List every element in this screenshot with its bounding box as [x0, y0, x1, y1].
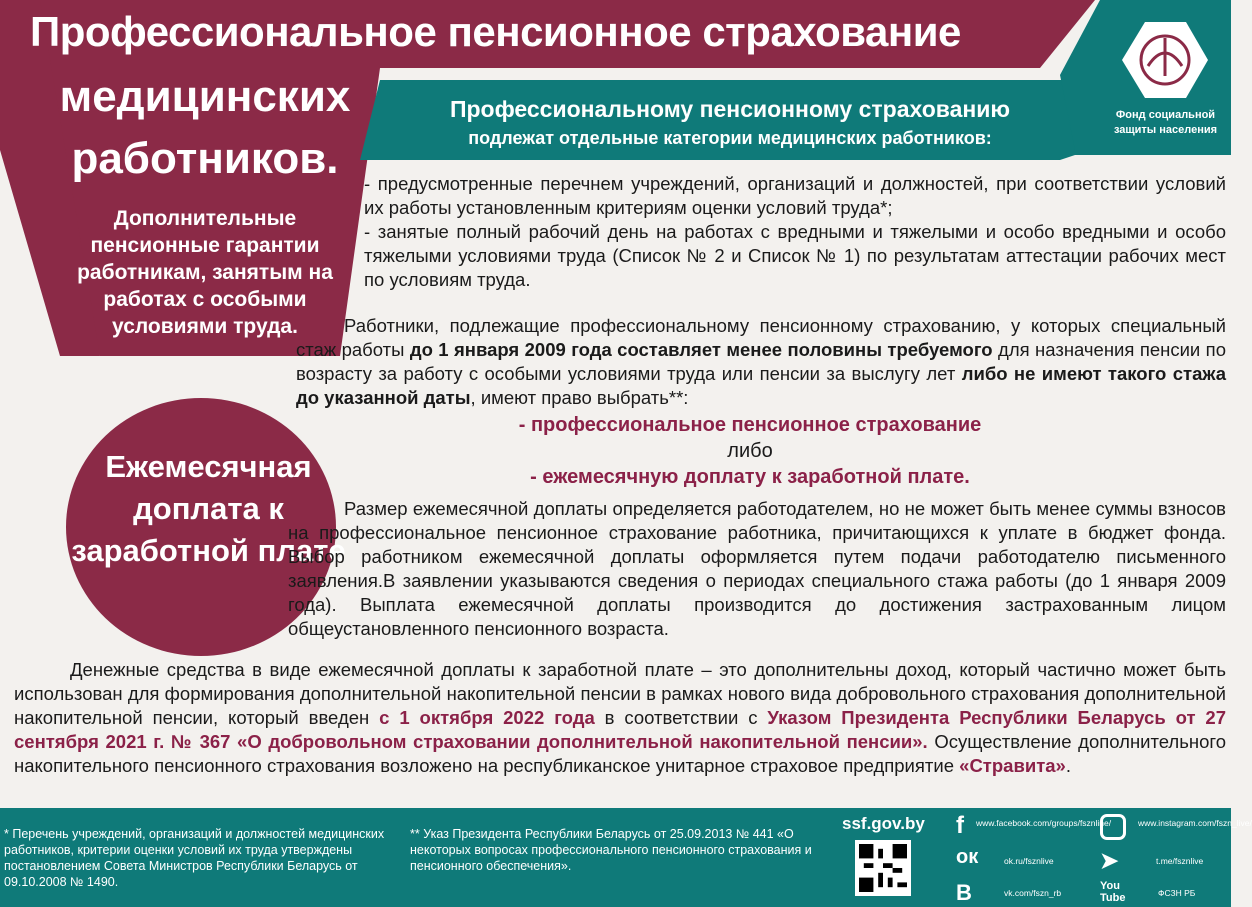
qr-code[interactable]: [855, 840, 911, 896]
emphasis-date-2022: с 1 октября 2022 года: [379, 707, 595, 728]
payment-paragraph: Размер ежемесячной доплаты определяется работодателем, но не может быть менее суммы взносов на профессиональное пенсионное страхование работника, причитающихся к уплате в бюджет фонда. Выбор работником ежемесячной доплаты оформляется путем подачи работодателю письменного заявления.В заявлении указываются сведения о периодах специального стажа работы (до 1 января 2009 года). Выплата ежемесячной доплаты производится до достижения застрахованным лицом общеустановленного пенсионного возраста.: [288, 498, 1226, 639]
subtitle-line-2: работников.: [71, 134, 339, 183]
instagram-icon[interactable]: [1100, 814, 1126, 840]
logo-caption: Фонд социальной защиты населения: [1113, 109, 1218, 136]
side-note: Дополнительные пенсионные гарантии работникам, занятым на работах с особыми условиями труда.: [77, 207, 333, 338]
youtube-icon[interactable]: You Tube: [1100, 880, 1126, 904]
funds-paragraph: [14, 658, 1226, 778]
facebook-icon[interactable]: f: [956, 812, 964, 839]
subtitle-line-1: медицинских: [59, 72, 351, 121]
instagram-link[interactable]: www.instagram.com/fszn_live/: [1138, 818, 1252, 828]
decree-reference: Указом Президента Республики Беларусь от 27 сентября 2021 г. № 367 «О добровольном страховании дополнительной накопительной пенсии».: [14, 707, 1226, 752]
website-link[interactable]: ssf.gov.by: [842, 814, 925, 833]
vk-link[interactable]: vk.com/fszn_rb: [1004, 888, 1062, 898]
telegram-icon[interactable]: ➤: [1100, 848, 1119, 873]
facebook-link[interactable]: www.facebook.com/groups/fsznline/: [976, 818, 1112, 828]
emphasis-date: до 1 января 2009 года составляет менее половины требуемого: [409, 339, 993, 360]
text-span: Денежные средства в виде ежемесячной доплаты к заработной плате – это дополнительны доход, который частично может быть использован для формирования дополнительной накопительной пенсии в рамках нового вида добровольного страхования дополнительной накопительной пенсии, который введен: [14, 659, 1226, 728]
teal-subtitle: подлежат отдельные категории медицинских работников:: [468, 128, 992, 148]
eligibility-paragraph: [296, 314, 1226, 410]
choice-or: либо: [727, 440, 773, 462]
telegram-link[interactable]: t.me/fsznlive: [1156, 856, 1204, 866]
category-item-2: - занятые полный рабочий день на работах с вредными и тяжелыми и особо вредными и особо тяжелыми условиями труда (Список № 2 и Список № 1) по результатам аттестации рабочих мест по условиям труда.: [364, 221, 1226, 290]
footnote-1: * Перечень учреждений, организаций и должностей медицинских работников, критерии оценки условий их труда утверждены постановлением Совета Министров Республики Беларусь от 09.10.2008 № 1490.: [4, 827, 385, 889]
teal-title: Профессиональному пенсионному страхованию: [449, 96, 1011, 122]
category-item-1: - предусмотренные перечнем учреждений, организаций и должностей, при соответствии условий их работы установленным критериям оценки условий труда*;: [364, 173, 1226, 218]
text-span: в соответствии с: [594, 707, 768, 728]
text-span: , имеют право выбрать**:: [470, 387, 689, 408]
categories-list: [364, 172, 1226, 292]
choice-monthly-payment: - ежемесячную доплату к заработной плате.: [530, 466, 970, 488]
vk-icon[interactable]: В: [956, 880, 972, 905]
emphasis-condition: либо не имеют такого стажа до указанной даты: [296, 363, 1226, 408]
circle-text: Ежемесячная доплата к заработной плате: [71, 449, 346, 568]
footnote-2: ** Указ Президента Республики Беларусь от 25.09.2013 № 441 «О некоторых вопросах профессионального пенсионного страхования и пенсионного обеспечения».: [410, 827, 812, 873]
text-span: Работники, подлежащие профессиональному пенсионному страхованию, у которых специальный стаж работы: [296, 315, 1226, 360]
main-title: Профессиональное пенсионное страхование: [30, 8, 961, 55]
company-name: «Стравита»: [959, 755, 1066, 776]
text-span: .: [1065, 755, 1071, 776]
choice-insurance: - профессиональное пенсионное страхование: [518, 414, 982, 436]
text-span: Осуществление дополнительного накопительного пенсионного страхования возложено на республиканское унитарное страховое предприятие: [14, 731, 1227, 776]
ok-link[interactable]: ok.ru/fsznlive: [1004, 856, 1054, 866]
text-span: для назначения пенсии по возрасту за работу с особыми условиями труда или пенсии за выслугу лет: [296, 339, 1226, 384]
odnoklassniki-icon[interactable]: ок: [956, 846, 979, 868]
youtube-label: ФСЗН РБ: [1158, 888, 1196, 898]
